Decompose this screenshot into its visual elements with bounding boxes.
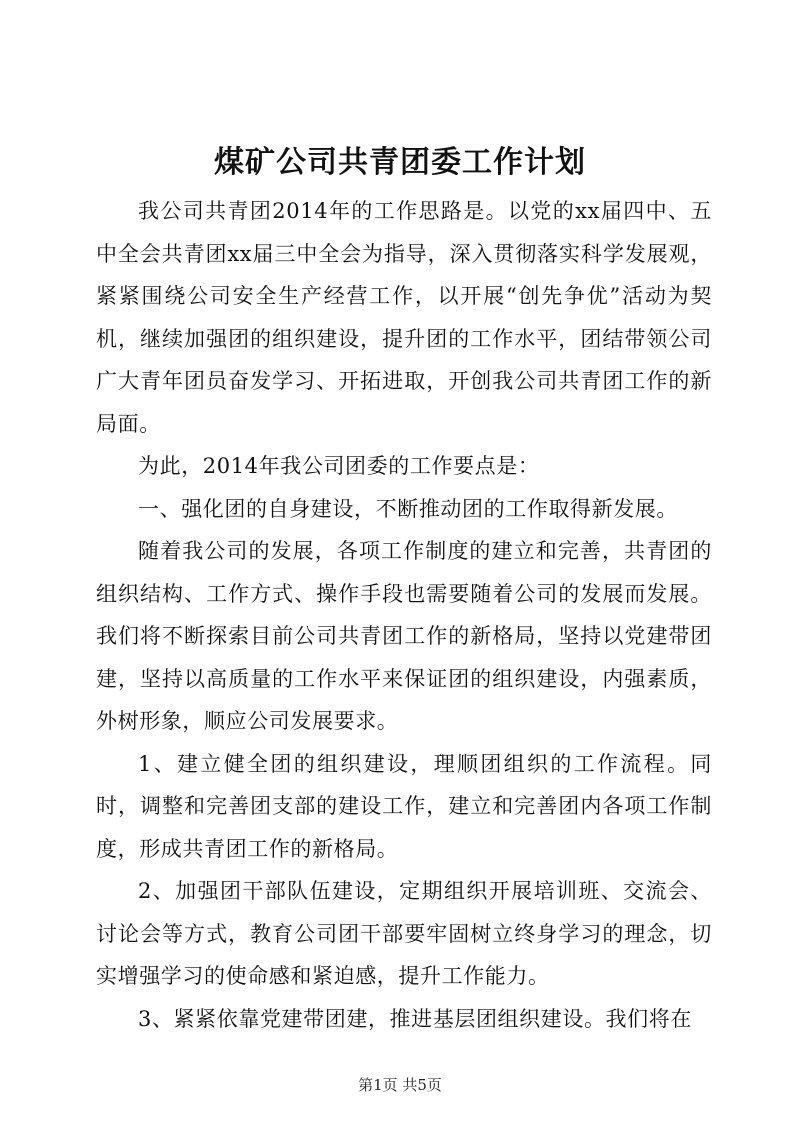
- document-title: 煤矿公司共青团委工作计划: [214, 145, 586, 180]
- paragraph-development: 随着我公司的发展，各项工作制度的建立和完善，共青团的组织结构、工作方式、操作手段也需要随着公司的发展而发展。我们将不断探索目前公司共青团工作的新格局，坚持以党建带团建，坚持以高质量的工作水平来保证团的组织建设，内强素质，外树形象，顺应公司发展要求。: [96, 539, 712, 733]
- paragraph-item-2: 2、加强团干部队伍建设，定期组织开展培训班、交流会、讨论会等方式，教育公司团干部要牢固树立终身学习的理念，切实增强学习的使命感和紧迫感，提升工作能力。: [96, 879, 712, 988]
- paragraph-item-3: 3、紧紧依靠党建带团建，推进基层团组织建设。我们将在: [138, 1006, 692, 1031]
- paragraph-work-points-intro: 为此，2014年我公司团委的工作要点是：: [138, 454, 540, 478]
- paragraph-work-idea: 我公司共青团2014年的工作思路是。以党的xx届四中、五中全会共青团xx届三中全会为指导，深入贯彻落实科学发展观，紧紧围绕公司安全生产经营工作，以开展“创先争优”活动为契机，继续加强团的组织建设，提升团的工作水平，团结带领公司广大青年团员奋发学习、开拓进取，开创我公司共青团工作的新局面。: [96, 199, 712, 436]
- paragraph-item-1: 1、建立健全团的组织建设，理顺团组织的工作流程。同时，调整和完善团支部的建设工作，建立和完善团内各项工作制度，形成共青团工作的新格局。: [96, 751, 712, 861]
- page-number-footer: 第1页 共5页: [358, 1076, 442, 1094]
- document-body: [96, 190, 712, 1040]
- paragraph-section-one-heading: 一、强化团的自身建设，不断推动团的工作取得新发展。: [138, 496, 678, 521]
